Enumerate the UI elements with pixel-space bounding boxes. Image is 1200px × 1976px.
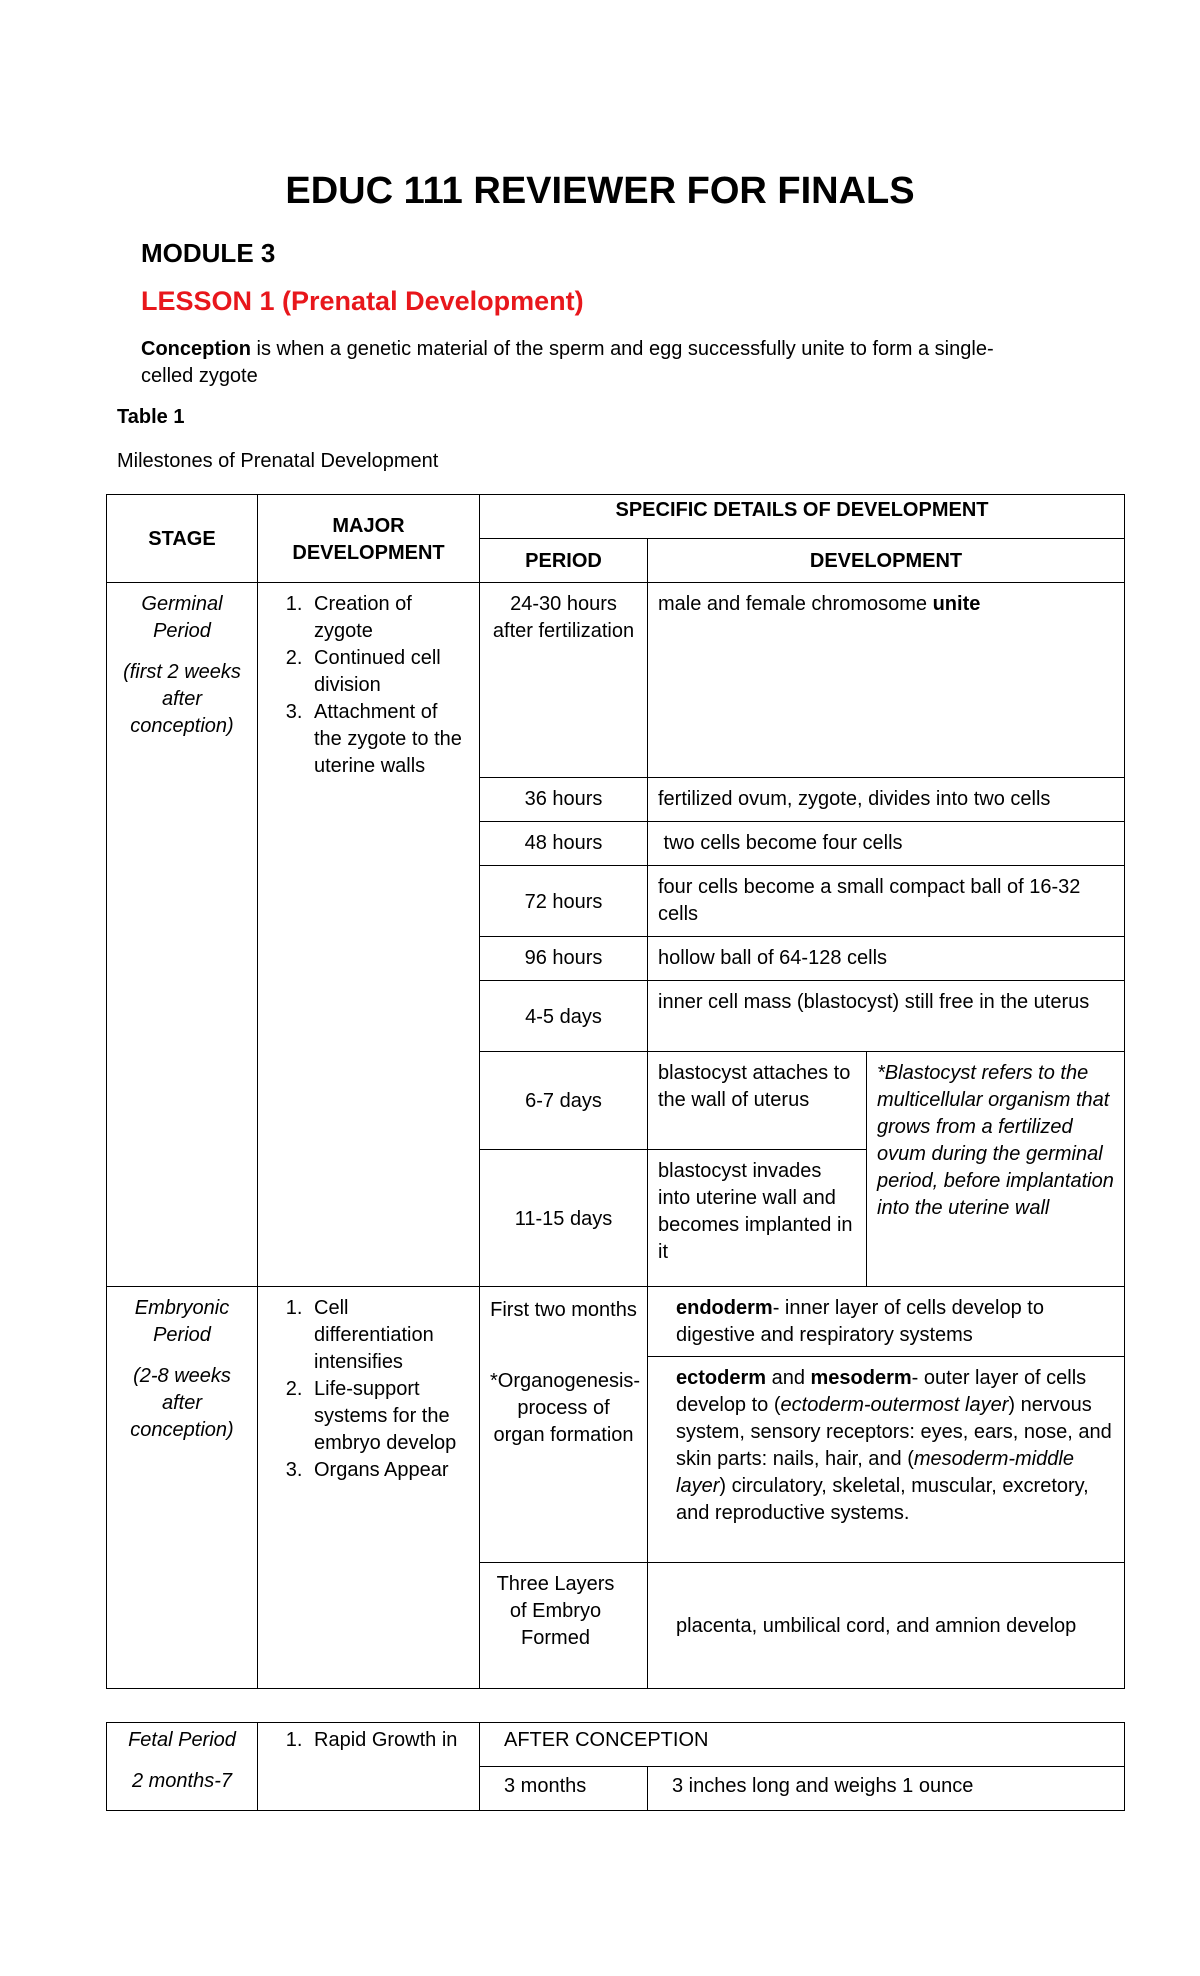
header-period: PERIOD: [480, 539, 648, 583]
stage-time: (first 2 weeks after conception): [123, 661, 241, 737]
development-text: and: [766, 1367, 811, 1389]
table-label: [117, 406, 184, 429]
endoderm-term: endoderm: [676, 1297, 773, 1319]
stage-time: 2 months-7: [131, 1770, 233, 1792]
development-italic: ectoderm-outermost layer: [780, 1394, 1009, 1416]
major-list: [268, 1727, 469, 1754]
table-header-row: [107, 495, 1125, 539]
conception-definition: [141, 336, 1041, 390]
after-conception-header: AFTER CONCEPTION: [480, 1723, 1125, 1767]
development-emphasis: unite: [932, 593, 981, 615]
milestones-table: [106, 494, 1125, 1689]
major-germinal: [258, 583, 480, 1287]
list-item: 3. Attachment of the zygote to the uterine walls: [308, 699, 469, 780]
page-title: EDUC 111 REVIEWER FOR FINALS: [285, 170, 915, 212]
period-cell: 72 hours: [480, 866, 648, 937]
ectoderm-term: ectoderm: [676, 1367, 767, 1389]
development-cell: placenta, umbilical cord, and amnion develop: [648, 1563, 1125, 1689]
development-cell: 3 inches long and weighs 1 ounce: [648, 1767, 1125, 1811]
development-cell: four cells become a small compact ball of 16-32 cells: [648, 866, 1125, 937]
header-stage: STAGE: [107, 495, 258, 583]
development-cell: fertilized ovum, zygote, divides into two cells: [648, 778, 1125, 822]
development-text: ) circulatory, skeletal, muscular, excretory, and reproductive systems.: [676, 1475, 1089, 1524]
development-text: - inner layer of cells develop to digestive and respiratory systems: [676, 1297, 1044, 1346]
header-major-development: MAJOR DEVELOPMENT: [258, 495, 480, 583]
development-text: male and female chromosome: [658, 593, 933, 615]
period-cell: [480, 1287, 648, 1563]
period-cell: 11-15 days: [480, 1150, 648, 1287]
period-cell: 96 hours: [480, 937, 648, 981]
table-label-number: 1: [167, 406, 185, 428]
fetal-table: [106, 1722, 1125, 1811]
lesson-heading: LESSON 1 (Prenatal Development): [141, 286, 584, 316]
header-specific-details: SPECIFIC DETAILS OF DEVELOPMENT: [480, 495, 1125, 539]
conception-text: is when a genetic material of the sperm and egg successfully unite to form a single-celled zygote: [141, 338, 994, 387]
stage-name: Germinal Period: [141, 593, 223, 642]
development-cell: blastocyst attaches to the wall of uterus: [648, 1052, 867, 1150]
conception-term: Conception: [141, 338, 251, 360]
development-cell: hollow ball of 64-128 cells: [648, 937, 1125, 981]
table-row: [107, 1287, 1125, 1357]
period-cell: 4-5 days: [480, 981, 648, 1052]
list-item: 1. Cell differentiation intensifies: [308, 1295, 469, 1376]
development-cell: [648, 1357, 1125, 1563]
list-item: 3. Organs Appear: [308, 1457, 469, 1484]
development-cell: [648, 1287, 1125, 1357]
mesoderm-term: mesoderm: [810, 1367, 912, 1389]
stage-name: Fetal Period: [128, 1729, 236, 1751]
development-cell: inner cell mass (blastocyst) still free in the uterus: [648, 981, 1125, 1052]
module-heading: MODULE 3: [141, 238, 276, 268]
major-list: [268, 591, 469, 780]
stage-name: Embryonic Period: [134, 1297, 230, 1346]
development-text: - outer layer of cells develop to (: [676, 1367, 1087, 1416]
period-cell: 48 hours: [480, 822, 648, 866]
list-item: 2. Continued cell division: [308, 645, 469, 699]
list-item: 1. Rapid Growth in: [308, 1727, 469, 1754]
organogenesis-note: *Organogenesis-process of organ formation: [490, 1370, 641, 1446]
header-development: DEVELOPMENT: [648, 539, 1125, 583]
development-cell: blastocyst invades into uterine wall and becomes implanted in it: [648, 1150, 867, 1287]
development-italic: mesoderm-middle layer: [676, 1448, 1074, 1497]
blastocyst-note: *Blastocyst refers to the multicellular organism that grows from a fertilized ovum during the germinal period, before implantation into the uterine wall: [867, 1052, 1125, 1287]
major-fetal: [258, 1723, 480, 1811]
stage-germinal: [107, 583, 258, 1287]
period-cell: Three Layers of Embryo Formed: [480, 1563, 648, 1689]
period-cell: 3 months: [480, 1767, 648, 1811]
stage-fetal: [107, 1723, 258, 1811]
development-text: ) nervous system, sensory receptors: eyes, ears, nose, and skin parts: nails, hair, and (: [676, 1394, 1112, 1470]
stage-time: (2-8 weeks after conception): [130, 1365, 234, 1441]
period-cell: 24-30 hours after fertilization: [480, 583, 648, 778]
table-label-word: Table: [117, 406, 168, 428]
period-label: First two months: [490, 1299, 637, 1321]
list-item: 1. Creation of zygote: [308, 591, 469, 645]
major-list: [268, 1295, 469, 1484]
table-row: [107, 583, 1125, 778]
table-caption: Milestones of Prenatal Development: [117, 450, 439, 472]
list-item: 2. Life-support systems for the embryo develop: [308, 1376, 469, 1457]
major-embryonic: [258, 1287, 480, 1689]
period-cell: 6-7 days: [480, 1052, 648, 1150]
development-cell: [648, 583, 1125, 778]
period-cell: 36 hours: [480, 778, 648, 822]
stage-embryonic: [107, 1287, 258, 1689]
table-row: [107, 1723, 1125, 1767]
development-cell: two cells become four cells: [648, 822, 1125, 866]
